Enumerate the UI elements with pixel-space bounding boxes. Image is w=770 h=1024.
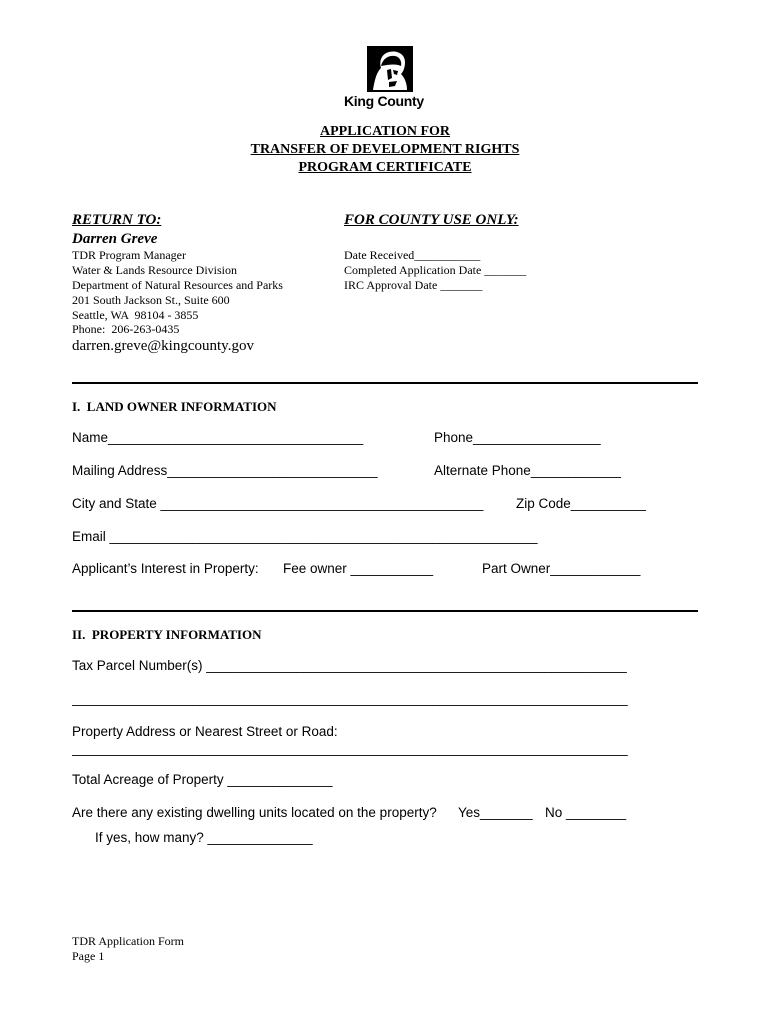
tax-parcel-field[interactable]: Tax Parcel Number(s) ________________________________________________________ bbox=[72, 658, 627, 673]
total-acreage-field[interactable]: Total Acreage of Property ______________ bbox=[72, 772, 333, 787]
email-field[interactable]: Email _________________________________________________________ bbox=[72, 529, 538, 544]
footer-page-number: Page 1 bbox=[72, 949, 105, 963]
city-state-field[interactable]: City and State ___________________________________________ bbox=[72, 496, 484, 511]
contact-line: Seattle, WA 98104 - 3855 bbox=[72, 308, 199, 322]
irc-approval-field: IRC Approval Date _______ bbox=[344, 278, 483, 292]
name-field[interactable]: Name__________________________________ bbox=[72, 430, 364, 445]
mailing-address-field[interactable]: Mailing Address____________________________ bbox=[72, 463, 378, 478]
contact-line: Water & Lands Resource Division bbox=[72, 263, 237, 277]
king-county-logo-icon bbox=[367, 46, 413, 92]
form-title-line-1: APPLICATION FOR bbox=[319, 124, 451, 139]
interest-label: Applicant’s Interest in Property: bbox=[72, 561, 259, 576]
date-received-field: Date Received___________ bbox=[344, 248, 481, 262]
logo-wordmark: King County bbox=[344, 93, 424, 109]
section-1-heading: I. LAND OWNER INFORMATION bbox=[72, 399, 277, 414]
dwelling-count-field[interactable]: If yes, how many? ______________ bbox=[95, 830, 313, 845]
form-title-line-2: TRANSFER OF DEVELOPMENT RIGHTS bbox=[250, 142, 520, 157]
contact-line: Department of Natural Resources and Parks bbox=[72, 278, 283, 292]
contact-line: TDR Program Manager bbox=[72, 248, 186, 262]
section-2-heading: II. PROPERTY INFORMATION bbox=[72, 627, 262, 642]
form-title-line-3: PROGRAM CERTIFICATE bbox=[298, 160, 472, 175]
footer-form-name: TDR Application Form bbox=[72, 934, 184, 948]
phone-field[interactable]: Phone_________________ bbox=[434, 430, 601, 445]
section-divider bbox=[72, 382, 698, 384]
dwelling-no-field[interactable]: No ________ bbox=[545, 805, 627, 820]
contact-phone: Phone: 206-263-0435 bbox=[72, 322, 180, 336]
alternate-phone-field[interactable]: Alternate Phone____________ bbox=[434, 463, 621, 478]
property-address-field[interactable]: __________________________________________________________________________ bbox=[72, 741, 628, 756]
section-divider bbox=[72, 610, 698, 612]
part-owner-field[interactable]: Part Owner____________ bbox=[482, 561, 641, 576]
contact-name: Darren Greve bbox=[72, 231, 158, 247]
zip-code-field[interactable]: Zip Code__________ bbox=[516, 496, 646, 511]
dwelling-units-question: Are there any existing dwelling units located on the property? bbox=[72, 805, 437, 820]
county-use-heading: FOR COUNTY USE ONLY: bbox=[344, 212, 519, 228]
return-to-heading: RETURN TO: bbox=[72, 212, 162, 228]
property-address-label: Property Address or Nearest Street or Road: bbox=[72, 724, 338, 739]
completed-date-field: Completed Application Date _______ bbox=[344, 263, 527, 277]
contact-line: 201 South Jackson St., Suite 600 bbox=[72, 293, 230, 307]
dwelling-yes-field[interactable]: Yes_______ bbox=[458, 805, 533, 820]
fee-owner-field[interactable]: Fee owner ___________ bbox=[283, 561, 434, 576]
tax-parcel-extra-line[interactable]: __________________________________________________________________________ bbox=[72, 691, 628, 706]
contact-email-link[interactable]: darren.greve@kingcounty.gov bbox=[72, 338, 254, 354]
